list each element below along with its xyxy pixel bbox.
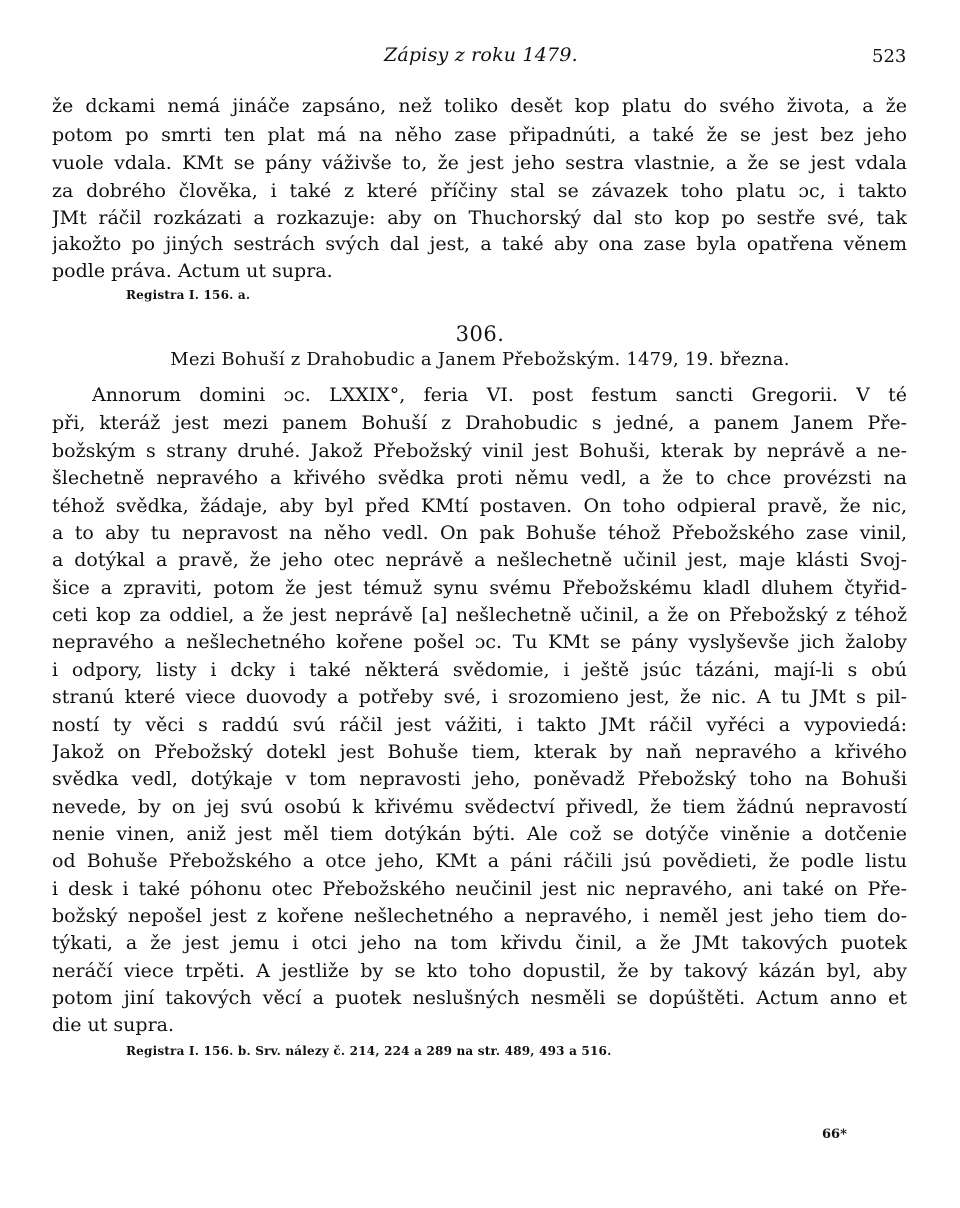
text-line: Jakož on Přebožský dotekl jest Bohuše tiem, kterak by naň nepravého a křivého xyxy=(52,741,907,763)
text-line: podle práva. Actum ut supra. xyxy=(52,260,333,282)
text-line: šice a zpraviti, potom že jest témuž synu svému Přebožskému kladl dluhem čtyřid- xyxy=(52,577,907,599)
registry-reference: Registra I. 156. a. xyxy=(126,288,251,302)
text-line: i desk i také póhonu otec Přebožského neučinil jest nic nepravého, ani také on Pře- xyxy=(52,878,907,900)
text-line: ceti kop za oddiel, a že jest neprávě [a] nešlechetně učinil, a že on Přebožský z téhož xyxy=(52,604,907,626)
text-line: božský nepošel jest z kořene nešlechetného a nepravého, i neměl jest jeho tiem do- xyxy=(52,905,907,927)
text-line: ností ty věci s raddú svú ráčil jest vážiti, i takto JMt ráčil vyřéci a vypoviedá: xyxy=(52,714,907,736)
text-line: téhož svědka, žádaje, aby byl před KMtí postaven. On toho odpieral pravě, že nic, xyxy=(52,495,907,517)
running-title: Zápisy z roku 1479. xyxy=(384,44,578,66)
text-line: při, kteráž jest mezi panem Bohuší z Drahobudic s jedné, a panem Janem Pře- xyxy=(52,412,907,434)
text-line: die ut supra. xyxy=(52,1014,175,1036)
text-line: vuole vdala. KMt se pány váživše to, že jest jeho sestra vlastnie, a že se jest vdala xyxy=(52,152,907,174)
entry-number: 306. xyxy=(455,322,505,346)
text-line: i odpory, listy i dcky i také některá svědomie, i ještě jsúc tázáni, mají-li s obú xyxy=(52,659,907,681)
text-line: Annorum domini ɔc. LXXIX°, feria VI. post festum sancti Gregorii. V té xyxy=(92,384,907,406)
running-head xyxy=(0,44,960,74)
text-line: a to aby tu nepravost na něho vedl. On pak Bohuše téhož Přebožského zase vinil, xyxy=(52,522,907,544)
text-line: od Bohuše Přebožského a otce jeho, KMt a páni ráčili jsú povědieti, že podle listu xyxy=(52,850,907,872)
text-line: týkati, a že jest jemu i otci jeho na tom křivdu činil, a že JMt takových puotek xyxy=(52,932,907,954)
text-line: neráčí viece trpěti. A jestliže by se kto toho dopustil, že by takový kázán byl, aby xyxy=(52,960,907,982)
text-line: JMt ráčil rozkázati a rozkazuje: aby on Thuchorský dal sto kop po sestře své, tak xyxy=(52,207,907,229)
text-line: nepravého a nešlechetného kořene pošel ɔc. Tu KMt se pány vyslyševše jich žaloby xyxy=(52,631,907,653)
text-line: šlechetně nepravého a křivého svědka proti němu vedl, a že to chce provézsti na xyxy=(52,467,907,489)
text-line: jakožto po jiných sestrách svých dal jest, a také aby ona zase byla opatřena věnem xyxy=(52,233,907,255)
text-line: a dotýkal a pravě, že jeho otec neprávě a nešlechetně učinil jest, maje klásti Svoj- xyxy=(52,549,907,571)
registry-reference: Registra I. 156. b. Srv. nálezy č. 214, 224 a 289 na str. 489, 493 a 516. xyxy=(126,1044,612,1058)
page-number: 523 xyxy=(872,46,907,67)
text-line: za dobrého člověka, i také z které příčiny stal se závazek toho platu ɔc, i takto xyxy=(52,180,907,202)
text-line: potom po smrti ten plat má na něho zase připadnúti, a také že se jest bez jeho xyxy=(52,124,907,146)
text-line: potom jiní takových věcí a puotek neslušných nesměli se dopúštěti. Actum anno et xyxy=(52,987,907,1009)
text-line: nenie vinen, aniž jest měl tiem dotýkán býti. Ale což se dotýče viněnie a dotčenie xyxy=(52,823,907,845)
text-line: božským s strany druhé. Jakož Přebožský vinil jest Bohuši, kterak by neprávě a ne- xyxy=(52,440,907,462)
entry-heading: Mezi Bohuší z Drahobudic a Janem Přebožským. 1479, 19. března. xyxy=(170,349,790,370)
text-line: že dckami nemá jináče zapsáno, než toliko desět kop platu do svého života, a že xyxy=(52,95,907,117)
text-line: nevede, by on jej svú osobú k křivému svědectví přivedl, že tiem žádnú nepravostí xyxy=(52,796,907,818)
signature-mark: 66* xyxy=(822,1127,847,1142)
text-line: stranú které viece duovody a potřeby své, i srozomieno jest, že nic. A tu JMt s pil- xyxy=(52,686,907,708)
text-line: svědka vedl, dotýkaje v tom nepravosti jeho, poněvadž Přebožský toho na Bohuši xyxy=(52,768,907,790)
